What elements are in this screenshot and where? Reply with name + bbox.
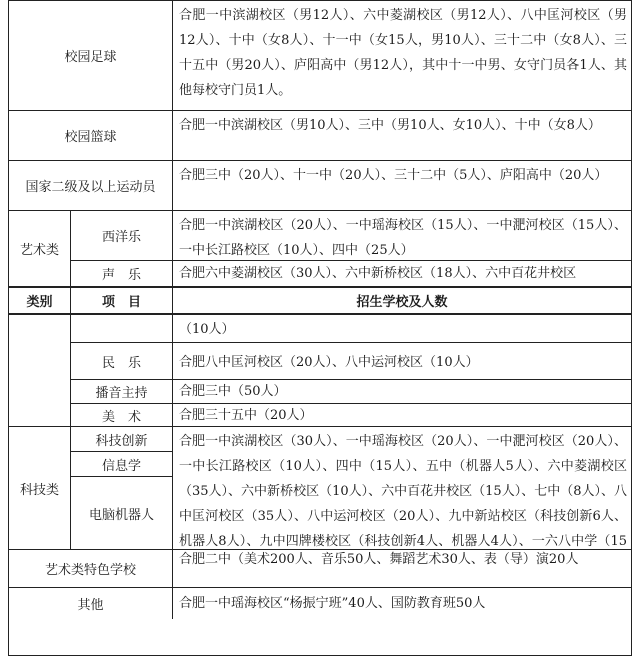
arts-school-label: 艺术类特色学校 <box>9 549 173 587</box>
fine-arts-schools: 合肥三十五中（20人） <box>173 403 631 426</box>
other-label: 其他 <box>9 587 173 619</box>
athlete-label: 国家二级及以上运动员 <box>9 160 173 210</box>
broadcast-schools: 合肥三中（50人） <box>173 379 631 403</box>
football-schools: 合肥一中滨湖校区（男12人）、六中菱湖校区（男12人）、八中匡河校区（男12人）、十中（女8人）、十一中（女15人，男10人）、三十二中（女8人）、三十五中（男20人）、庐阳高中（男12人），其中十一中男、女守门员各1人、其他每校守门员1人。 <box>173 0 631 110</box>
basketball-label: 校园篮球 <box>9 110 173 160</box>
other-schools: 合肥一中瑶海校区“杨振宁班”40人、国防教育班50人 <box>173 587 631 619</box>
folk-music-label: 民 乐 <box>71 342 173 379</box>
arts-category-continued <box>9 314 71 426</box>
vocal-label: 声 乐 <box>71 260 173 286</box>
tech-category: 科技类 <box>9 426 71 549</box>
western-music-label: 西洋乐 <box>71 210 173 260</box>
fine-arts-label: 美 术 <box>71 403 173 426</box>
athlete-schools: 合肥三中（20人）、十一中（20人）、三十二中（5人）、庐阳高中（20人） <box>173 160 631 210</box>
western-music-schools: 合肥一中滨湖校区（20人）、一中瑶海校区（15人）、一中淝河校区（15人）、一中长江路校区（10人）、四中（25人） <box>173 210 631 260</box>
tech-item-informatics: 信息学 <box>71 452 172 477</box>
basketball-schools: 合肥一中滨湖校区（男10人）、三中（男10人、女10人）、十中（女8人） <box>173 110 631 160</box>
folk-music-schools: 合肥八中匡河校区（20人）、八中运河校区（10人） <box>173 342 631 379</box>
football-label: 校园足球 <box>9 0 173 110</box>
arts-category: 艺术类 <box>9 210 71 286</box>
broadcast-label: 播音主持 <box>71 379 173 403</box>
tech-schools: 合肥一中滨湖校区（30人）、一中瑶海校区（20人）、一中淝河校区（20人）、一中长江路校区（10人）、四中（15人）、五中（机器人5人）、六中菱湖校区（35人）、六中新桥校区（10人）、六中百花井校区（15人）、七中（8人）、八中匡河校区（35人）、八中运河校区（20人）、九中新站校区（科技创新6人、机器人8人）、九中四牌楼校区（科技创新4人、机器人4人）、一六八中学（15 <box>173 426 631 549</box>
tech-sub-items <box>71 426 173 549</box>
vocal-schools-continued: （10人） <box>173 314 631 342</box>
header-item: 项 目 <box>71 286 173 314</box>
vocal-label-continued <box>71 314 173 342</box>
vocal-schools: 合肥六中菱湖校区（30人）、六中新桥校区（18人）、六中百花井校区 <box>173 260 631 286</box>
arts-school-schools: 合肥二中（美术200人、音乐50人、舞蹈艺术30人、表（导）演20人 <box>173 549 631 587</box>
header-schools: 招生学校及人数 <box>173 286 631 314</box>
tech-item-robot: 电脑机器人 <box>88 507 154 523</box>
header-category: 类别 <box>9 286 71 314</box>
enrollment-table <box>8 0 632 656</box>
tech-item-innovation: 科技创新 <box>71 427 172 452</box>
